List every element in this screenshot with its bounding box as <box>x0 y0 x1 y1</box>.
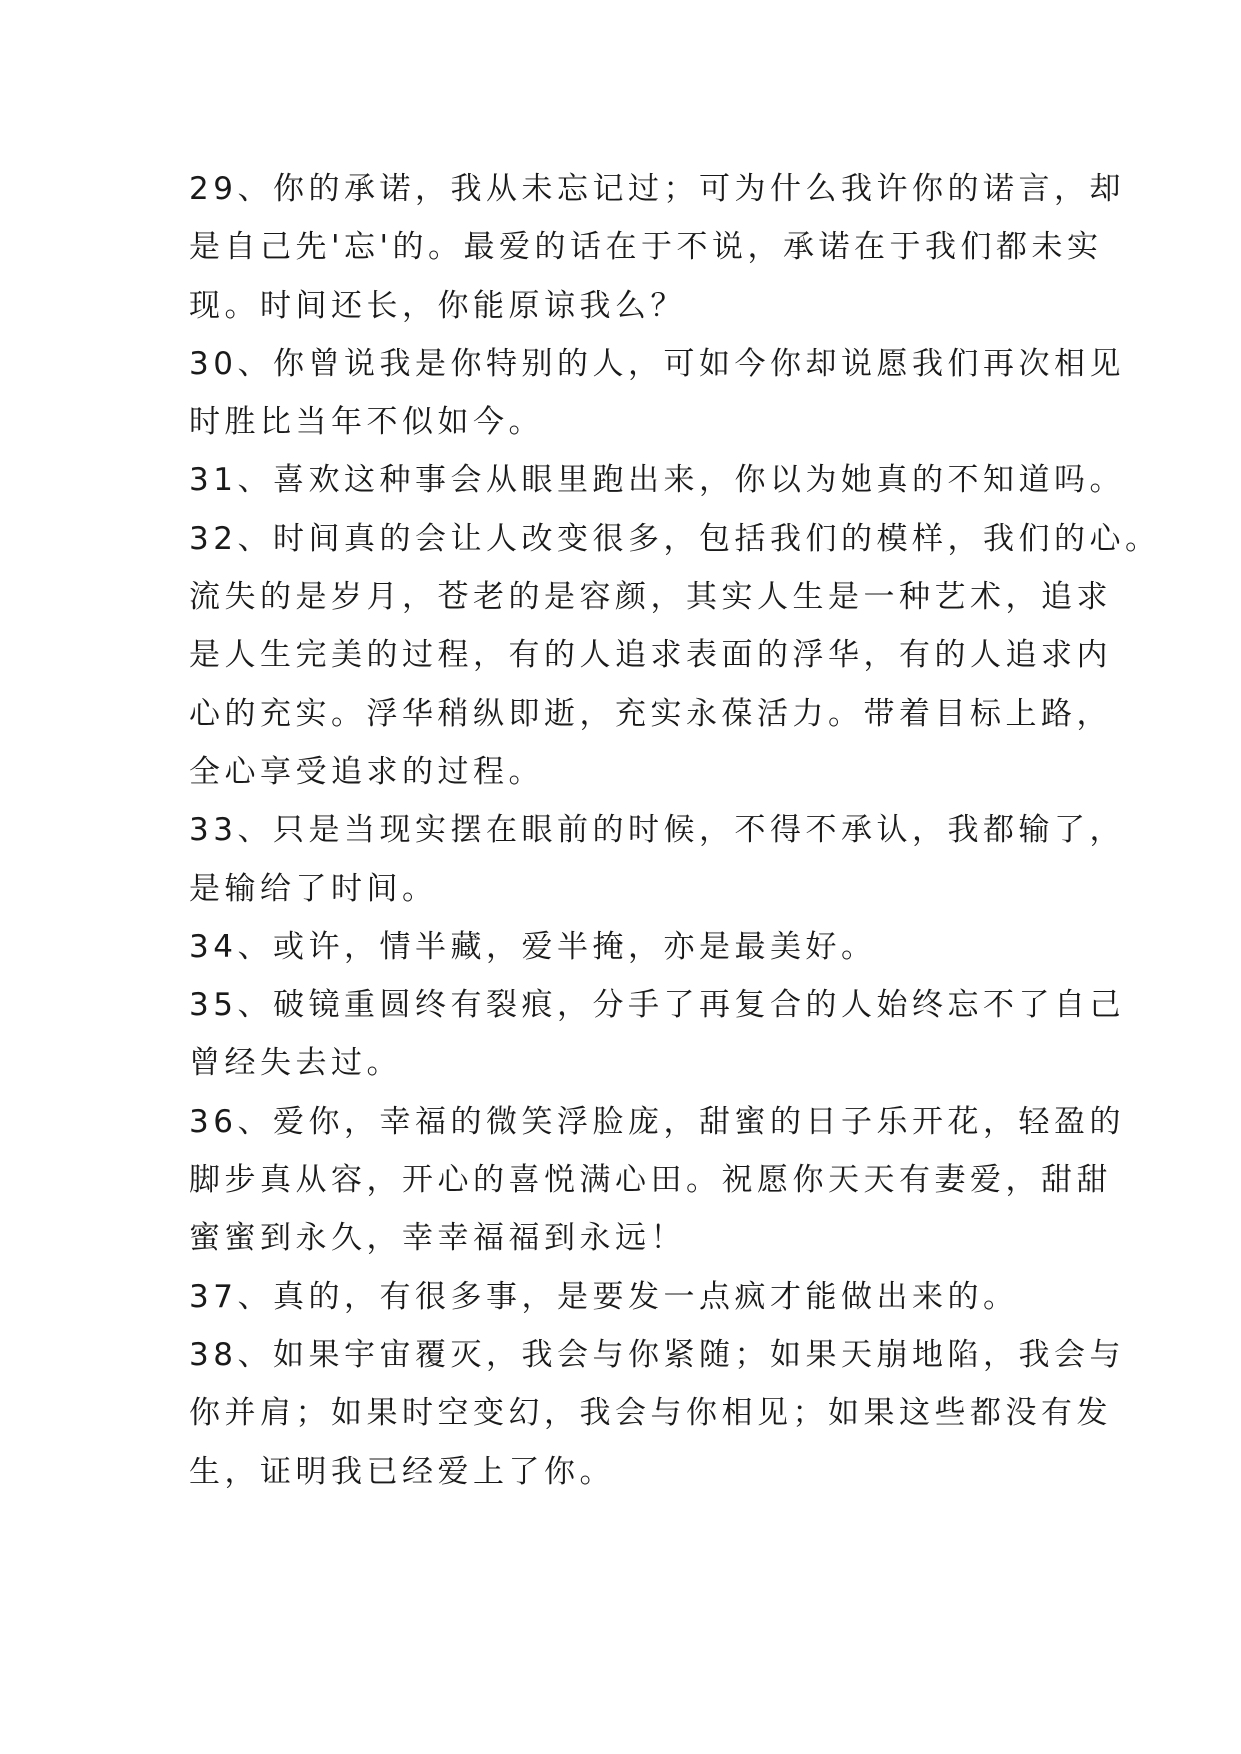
paragraph-line: 32、时间真的会让人改变很多，包括我们的模样，我们的心。 <box>189 520 1161 557</box>
paragraph-30 <box>189 335 1125 452</box>
paragraph-line: 脚步真从容，开心的喜悦满心田。祝愿你天天有妻爱，甜甜 <box>189 1162 1112 1199</box>
paragraph-line: 33、只是当现实摆在眼前的时候，不得不承认，我都输了， <box>189 812 1125 849</box>
paragraph-line: 现。时间还长，你能原谅我么？ <box>189 287 686 324</box>
paragraph-line: 流失的是岁月，苍老的是容颜，其实人生是一种艺术，追求 <box>189 579 1112 616</box>
paragraph-line: 30、你曾说我是你特别的人，可如今你却说愿我们再次相见 <box>189 345 1125 382</box>
paragraph-line: 31、喜欢这种事会从眼里跑出来，你以为她真的不知道吗。 <box>189 462 1125 499</box>
paragraph-line: 是输给了时间。 <box>189 870 438 907</box>
paragraph-line: 时胜比当年不似如今。 <box>189 404 544 441</box>
paragraph-line: 29、你的承诺，我从未忘记过；可为什么我许你的诺言，却 <box>189 171 1125 207</box>
paragraph-line: 36、爱你，幸福的微笑浮脸庞，甜蜜的日子乐开花，轻盈的 <box>189 1103 1125 1140</box>
paragraph-line: 你并肩；如果时空变幻，我会与你相见；如果这些都没有发 <box>189 1395 1112 1432</box>
paragraph-37 <box>189 1268 1069 1326</box>
paragraph-34 <box>189 918 1069 976</box>
paragraph-29 <box>189 160 1125 335</box>
paragraph-35 <box>189 976 1125 1093</box>
paragraph-33 <box>189 801 1125 918</box>
paragraph-36 <box>189 1093 1125 1268</box>
paragraph-line: 是人生完美的过程，有的人追求表面的浮华，有的人追求内 <box>189 637 1112 674</box>
paragraph-line: 34、或许，情半藏，爱半掩，亦是最美好。 <box>189 928 877 965</box>
document-body <box>189 160 1161 1501</box>
paragraph-line: 生，证明我已经爱上了你。 <box>189 1453 615 1490</box>
paragraph-38 <box>189 1326 1125 1501</box>
paragraph-line: 全心享受追求的过程。 <box>189 753 544 790</box>
paragraph-line: 蜜蜜到永久，幸幸福福到永远！ <box>189 1220 686 1257</box>
paragraph-32 <box>189 510 1161 801</box>
paragraph-31 <box>189 451 1125 509</box>
paragraph-line: 35、破镜重圆终有裂痕，分手了再复合的人始终忘不了自己 <box>189 987 1125 1024</box>
paragraph-line: 是自己先'忘'的。最爱的话在于不说，承诺在于我们都未实 <box>189 229 1103 266</box>
paragraph-line: 37、真的，有很多事，是要发一点疯才能做出来的。 <box>189 1278 1019 1315</box>
paragraph-line: 曾经失去过。 <box>189 1045 402 1082</box>
paragraph-line: 38、如果宇宙覆灭，我会与你紧随；如果天崩地陷，我会与 <box>189 1336 1125 1373</box>
paragraph-line: 心的充实。浮华稍纵即逝，充实永葆活力。带着目标上路， <box>189 695 1112 732</box>
